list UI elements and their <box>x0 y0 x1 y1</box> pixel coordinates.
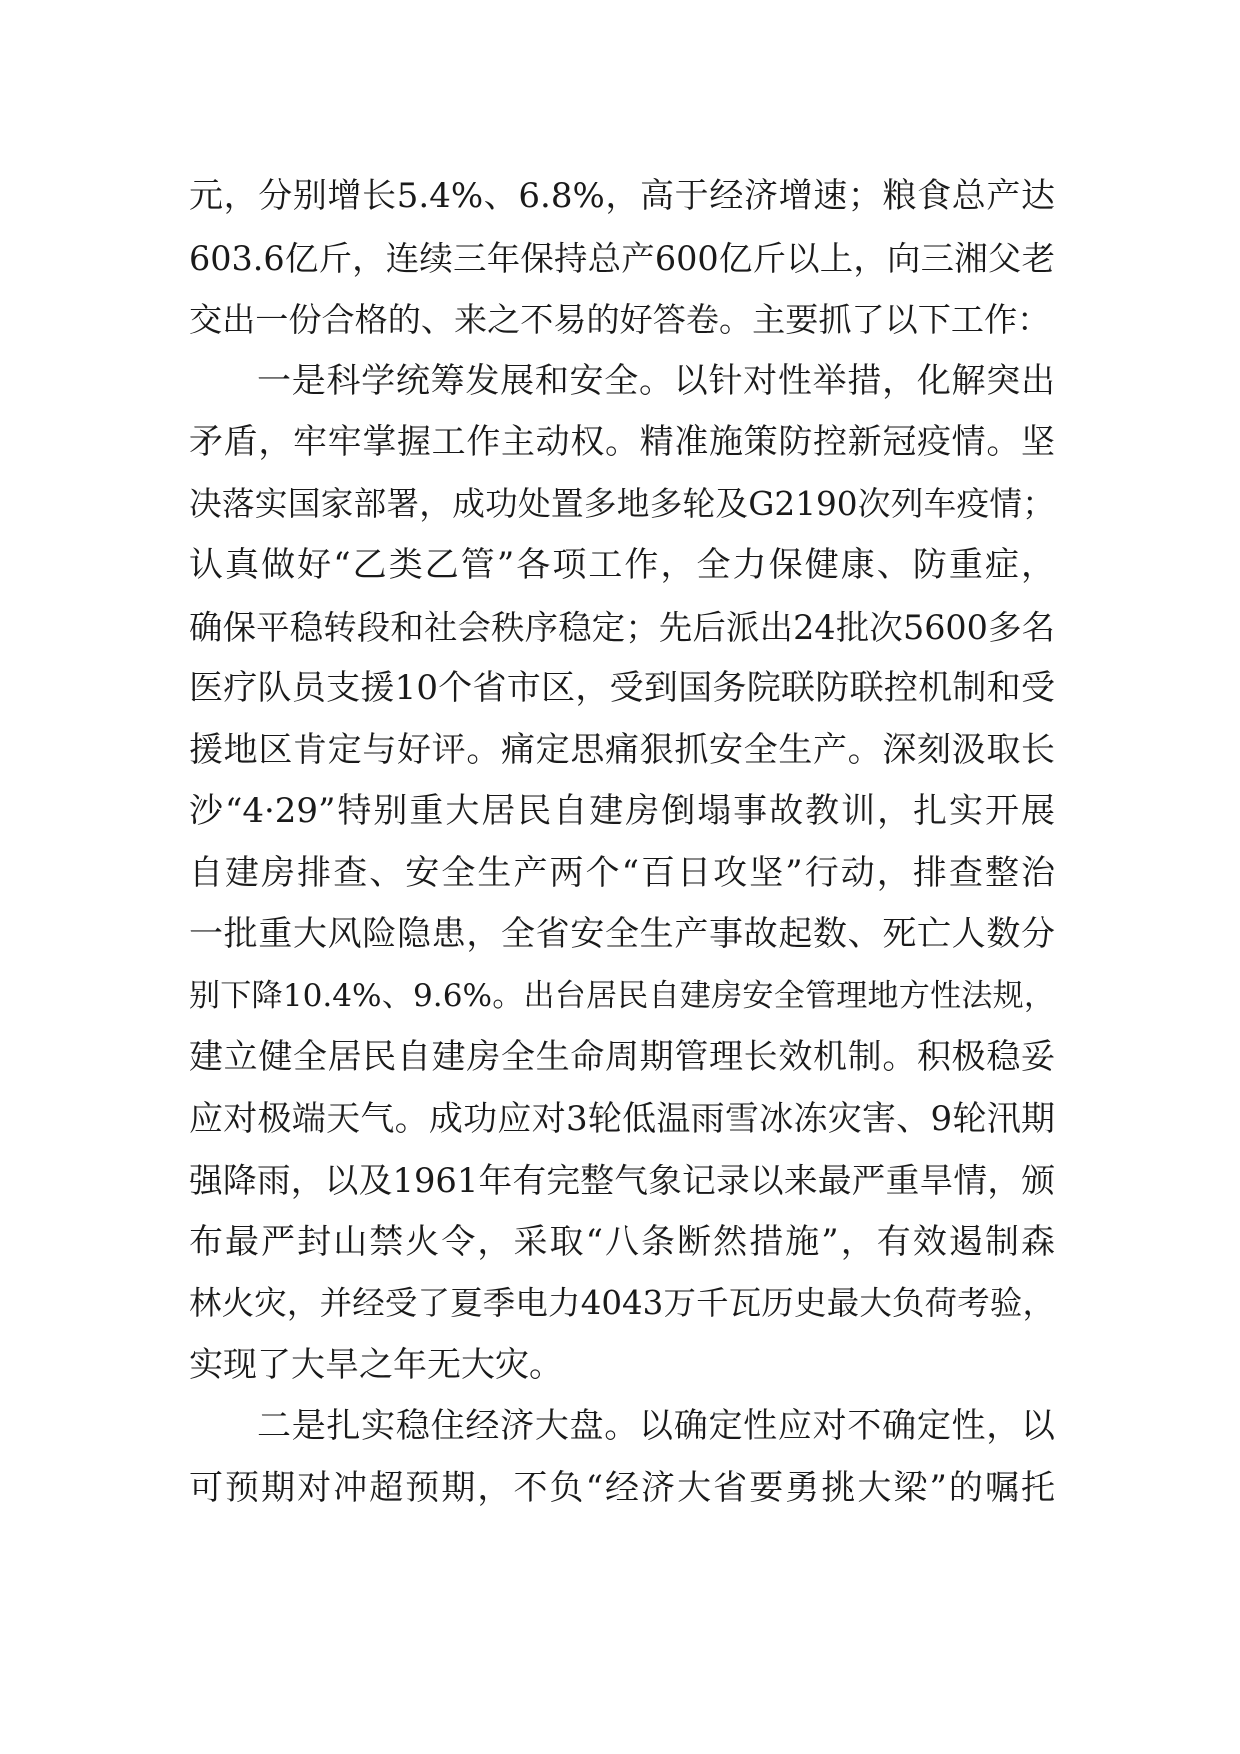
paragraph-line: 沙“4·29”特别重大居民自建房倒塌事故教训，扎实开展 <box>189 791 1055 831</box>
paragraph-line: 一批重大风险隐患，全省安全生产事故起数、死亡人数分 <box>189 914 1055 954</box>
paragraph-line: 实现了大旱之年无大灾。 <box>189 1344 563 1385</box>
paragraph-line: 603.6亿斤，连续三年保持总产600亿斤以上，向三湘父老 <box>189 238 1055 278</box>
paragraph-line: 援地区肯定与好评。痛定思痛狠抓安全生产。深刻汲取长 <box>189 729 1055 770</box>
paragraph-2 <box>189 351 1055 1397</box>
paragraph-line: 交出一份合格的、来之不易的好答卷。主要抓了以下工作： <box>189 300 1051 339</box>
paragraph-line: 应对极端天气。成功应对3轮低温雨雪冰冻灾害、9轮汛期 <box>189 1098 1055 1139</box>
paragraph-line: 矛盾，牢牢掌握工作主动权。精准施策防控新冠疫情。坚 <box>189 422 1055 462</box>
document-body <box>189 166 1055 1519</box>
paragraph-line: 元，分别增长5.4%、6.8%，高于经济增速；粮食总产达 <box>189 176 1055 216</box>
paragraph-line: 二是扎实稳住经济大盘。以确定性应对不确定性，以 <box>257 1406 1055 1446</box>
paragraph-line: 决落实国家部署，成功处置多地多轮及G2190次列车疫情； <box>189 484 1055 523</box>
paragraph-line: 认真做好“乙类乙管”各项工作，全力保健康、防重症， <box>189 545 1055 585</box>
paragraph-line: 可预期对冲超预期，不负“经济大省要勇挑大梁”的嘱托 <box>189 1467 1055 1508</box>
paragraph-3 <box>189 1396 1055 1519</box>
paragraph-line: 林火灾，并经受了夏季电力4043万千瓦历史最大负荷考验， <box>189 1284 1055 1322</box>
paragraph-line: 自建房排查、安全生产两个“百日攻坚”行动，排查整治 <box>189 852 1055 893</box>
paragraph-line: 强降雨，以及1961年有完整气象记录以来最严重旱情，颁 <box>189 1161 1055 1200</box>
paragraph-line: 医疗队员支援10个省市区，受到国务院联防联控机制和受 <box>189 668 1055 708</box>
paragraph-line: 一是科学统筹发展和安全。以针对性举措，化解突出 <box>257 360 1055 401</box>
paragraph-line: 别下降10.4%、9.6%。出台居民自建房安全管理地方性法规， <box>189 977 1055 1014</box>
paragraph-line: 确保平稳转段和社会秩序稳定；先后派出24批次5600多名 <box>189 607 1055 647</box>
paragraph-line: 布最严封山禁火令，采取“八条断然措施”，有效遏制森 <box>189 1221 1055 1262</box>
paragraph-1 <box>189 166 1055 351</box>
paragraph-line: 建立健全居民自建房全生命周期管理长效机制。积极稳妥 <box>189 1037 1055 1077</box>
